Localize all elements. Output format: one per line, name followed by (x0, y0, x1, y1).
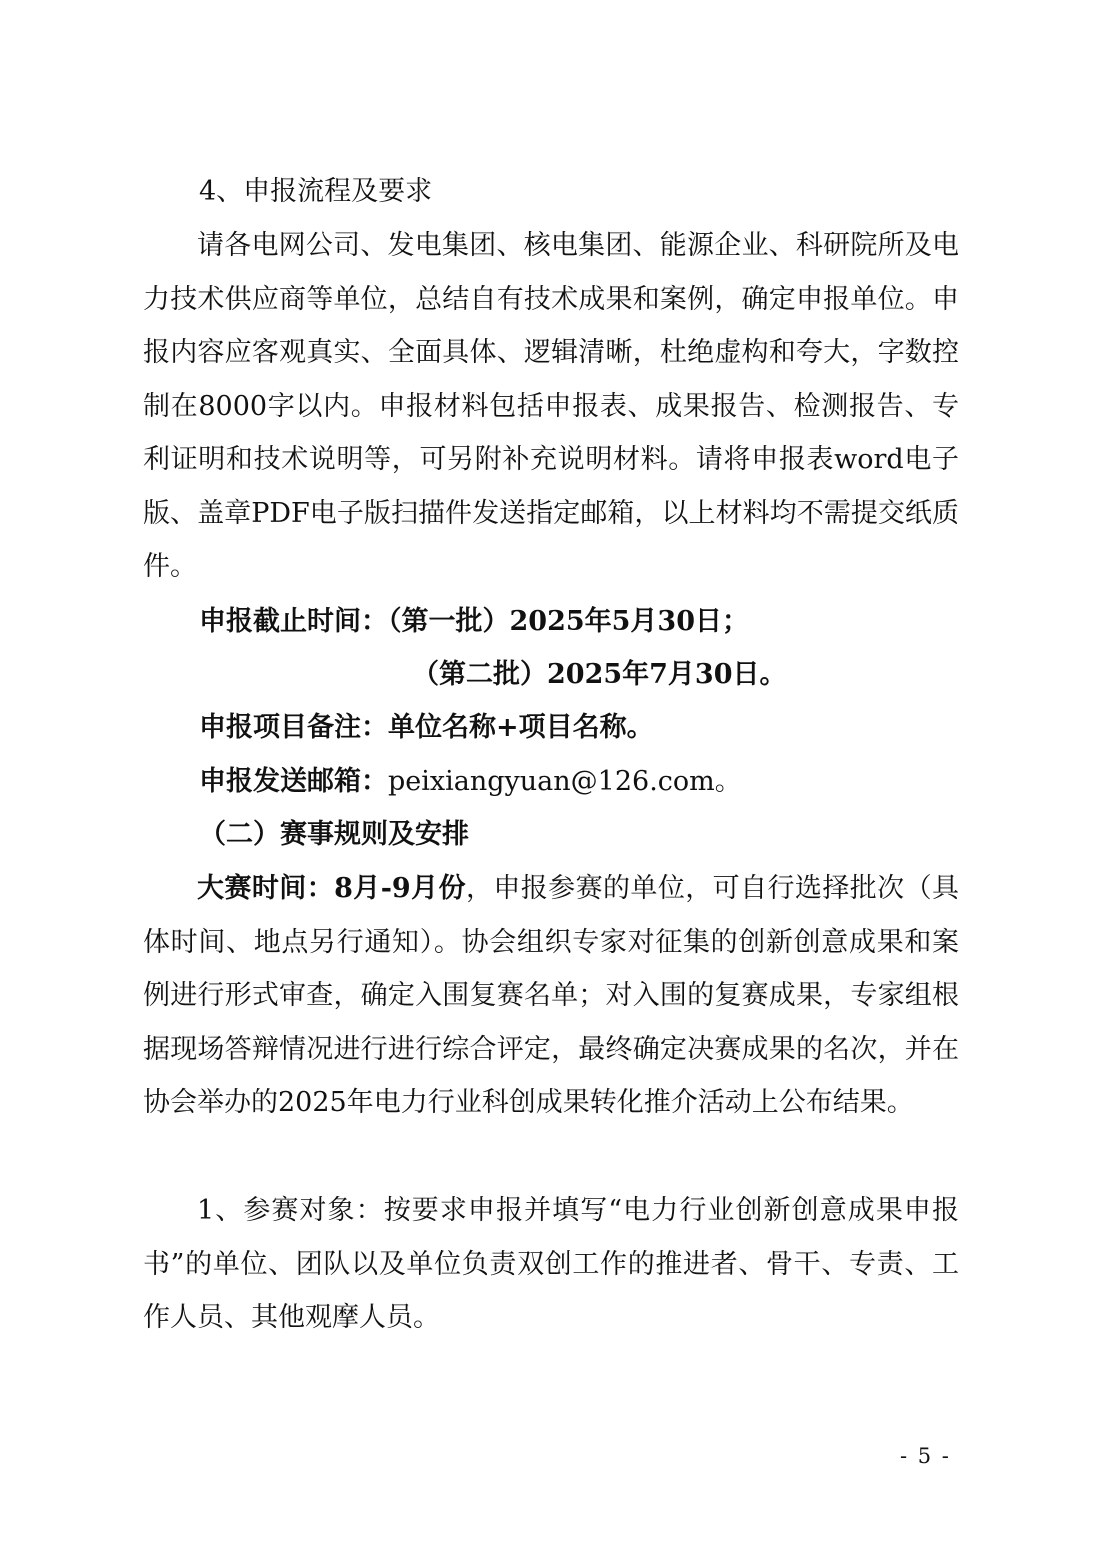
section-heading: 4、申报流程及要求 (199, 176, 433, 207)
email-label: 申报发送邮箱： (199, 766, 388, 797)
competition-time-text: ，申报参赛的单位，可自行选择批次（具体时间、地点另行通知）。协会组织专家对征集的创新创意成果和案例进行形式审查，确定入围复赛名单；对入围的复赛成果，专家组根据现场答辩情况进行进行综合评定，最终确定决赛成果的名次，并在协会举办的2025年电力行业科创成果转化推介活动上公布结果。 (143, 873, 960, 1118)
deadline-label: 申报截止时间： (199, 606, 388, 637)
deadline-batch-2: （第二批）2025年7月30日。 (412, 659, 787, 690)
email-line (199, 755, 742, 809)
deadline-line-1 (199, 595, 749, 649)
participants-paragraph: 1、参赛对象：按要求申报并填写“电力行业创新创意成果申报书”的单位、团队以及单位负责双创工作的推进者、骨干、专责、工作人员、其他观摩人员。 (143, 1195, 959, 1333)
email-address: peixiangyuan@126.com (388, 766, 715, 797)
email-suffix: 。 (714, 766, 742, 797)
subsection-heading: （二）赛事规则及安排 (199, 819, 469, 850)
remark-line (199, 701, 654, 755)
application-requirements-paragraph: 请各电网公司、发电集团、核电集团、能源企业、科研院所及电力技术供应商等单位，总结自有技术成果和案例，确定申报单位。申报内容应客观真实、全面具体、逻辑清晰，杜绝虚构和夸大，字数控制在8000字以内。申报材料包括申报表、成果报告、检测报告、专利证明和技术说明等，可另附补充说明材料。请将申报表word电子版、盖章PDF电子版扫描件发送指定邮箱，以上材料均不需提交纸质件。 (143, 230, 959, 582)
deadline-batch-1: （第一批）2025年5月30日； (388, 606, 750, 637)
competition-schedule-paragraph (143, 862, 959, 1130)
remark-value: 单位名称+项目名称。 (388, 712, 654, 743)
remark-label: 申报项目备注： (199, 712, 388, 743)
page-number: - 5 - (900, 1444, 951, 1468)
competition-time-lead: 大赛时间：8月-9月份 (197, 873, 466, 904)
